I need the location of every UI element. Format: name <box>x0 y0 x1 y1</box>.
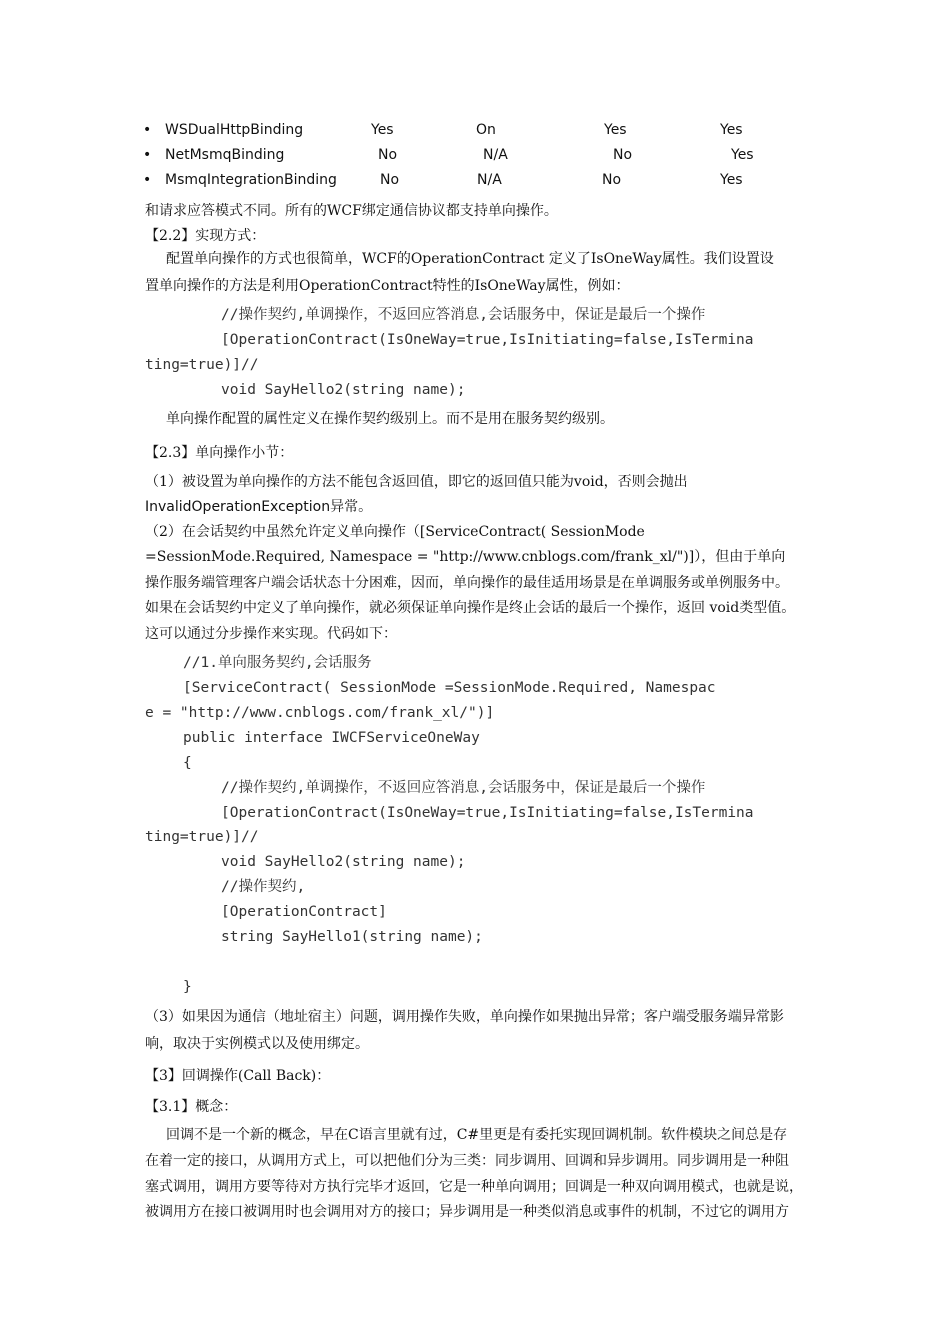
binding-name: MsmqIntegrationBinding <box>165 172 337 188</box>
section-heading-2-3: 【2.3】单向操作小节： <box>145 445 294 461</box>
code-line: [ServiceContract( SessionMode =SessionMode.Required, Namespac <box>183 680 716 696</box>
code-line: void SayHello2(string name); <box>221 854 466 870</box>
paragraph-line: 响，取决于实例模式以及使用绑定。 <box>145 1036 369 1052</box>
paragraph-line: 这可以通过分步操作来实现。代码如下： <box>145 626 397 642</box>
code-line: ting=true)]// <box>145 829 259 845</box>
code-line: //1.单向服务契约,会话服务 <box>183 655 372 671</box>
paragraph-line: 配置单向操作的方式也很简单，WCF的OperationContract 定义了IsOneWay属性。我们设置设 <box>166 251 774 267</box>
paragraph-line: 单向操作配置的属性定义在操作契约级别上。而不是用在服务契约级别。 <box>166 411 614 427</box>
paragraph-line: （2）在会话契约中虽然允许定义单向操作（[ServiceContract( SessionMode <box>145 524 645 540</box>
binding-cell: No <box>380 172 400 188</box>
paragraph-line: 操作服务端管理客户端会话状态十分困难，因而，单向操作的最佳适用场景是在单调服务或单例服务中。 <box>145 575 789 591</box>
code-line: string SayHello1(string name); <box>221 929 483 945</box>
code-line: e = "http://www.cnblogs.com/frank_xl/")] <box>145 705 495 721</box>
paragraph-line: 置单向操作的方法是利用OperationContract特性的IsOneWay属性，例如： <box>145 278 630 294</box>
binding-cell: No <box>613 147 633 163</box>
paragraph-line: （3）如果因为通信（地址宿主）问题，调用操作失败，单向操作如果抛出异常；客户端受服务端异常影 <box>145 1009 784 1025</box>
binding-cell: Yes <box>720 122 743 138</box>
binding-cell: N/A <box>483 147 508 163</box>
code-line: public interface IWCFServiceOneWay <box>183 730 480 746</box>
code-line: //操作契约,单调操作，不返回应答消息,会话服务中，保证是最后一个操作 <box>221 307 706 323</box>
binding-cell: On <box>476 122 496 138</box>
code-line: //操作契约, <box>221 879 306 895</box>
section-heading-2-2: 【2.2】实现方式： <box>145 228 266 244</box>
section-heading-3: 【3】回调操作(Call Back)： <box>145 1068 331 1084</box>
paragraph-line: 回调不是一个新的概念，早在C语言里就有过，C#里更是有委托实现回调机制。软件模块之间总是存 <box>166 1127 788 1143</box>
binding-name: WSDualHttpBinding <box>165 122 304 138</box>
bullet-icon: • <box>143 122 152 138</box>
binding-cell: No <box>378 147 398 163</box>
paragraph-line: 和请求应答模式不同。所有的WCF绑定通信协议都支持单向操作。 <box>145 203 558 219</box>
paragraph-line: =SessionMode.Required, Namespace = "http://www.cnblogs.com/frank_xl/")]），但由于单向 <box>145 549 786 565</box>
paragraph-line: 塞式调用，调用方要等待对方执行完毕才返回，它是一种单向调用；回调是一种双向调用模式，也就是说， <box>145 1179 803 1195</box>
section-heading-3-1: 【3.1】概念： <box>145 1099 238 1115</box>
bullet-icon: • <box>143 172 152 188</box>
code-line: void SayHello2(string name); <box>221 382 466 398</box>
paragraph-line: 被调用方在接口被调用时也会调用对方的接口；异步调用是一种类似消息或事件的机制，不过它的调用方 <box>145 1204 789 1220</box>
binding-name: NetMsmqBinding <box>165 147 285 163</box>
binding-cell: Yes <box>731 147 754 163</box>
binding-cell: Yes <box>604 122 627 138</box>
paragraph-line: 在着一定的接口，从调用方式上，可以把他们分为三类：同步调用、回调和异步调用。同步调用是一种阻 <box>145 1153 789 1169</box>
binding-cell: N/A <box>477 172 502 188</box>
paragraph-line: 如果在会话契约中定义了单向操作，就必须保证单向操作是终止会话的最后一个操作，返回 void类型值。 <box>145 600 796 616</box>
bullet-icon: • <box>143 147 152 163</box>
code-line: //操作契约,单调操作，不返回应答消息,会话服务中，保证是最后一个操作 <box>221 780 706 796</box>
code-line: [OperationContract(IsOneWay=true,IsInitiating=false,IsTermina <box>221 332 754 348</box>
paragraph-line: （1）被设置为单向操作的方法不能包含返回值，即它的返回值只能为void，否则会抛出 <box>145 474 688 490</box>
code-line: [OperationContract] <box>221 904 387 920</box>
binding-cell: Yes <box>371 122 394 138</box>
code-line: { <box>183 755 192 771</box>
binding-cell: Yes <box>720 172 743 188</box>
code-line: } <box>183 979 192 995</box>
binding-cell: No <box>602 172 622 188</box>
code-line: [OperationContract(IsOneWay=true,IsInitiating=false,IsTermina <box>221 805 754 821</box>
paragraph-line: InvalidOperationException异常。 <box>145 499 373 515</box>
code-line: ting=true)]// <box>145 357 259 373</box>
